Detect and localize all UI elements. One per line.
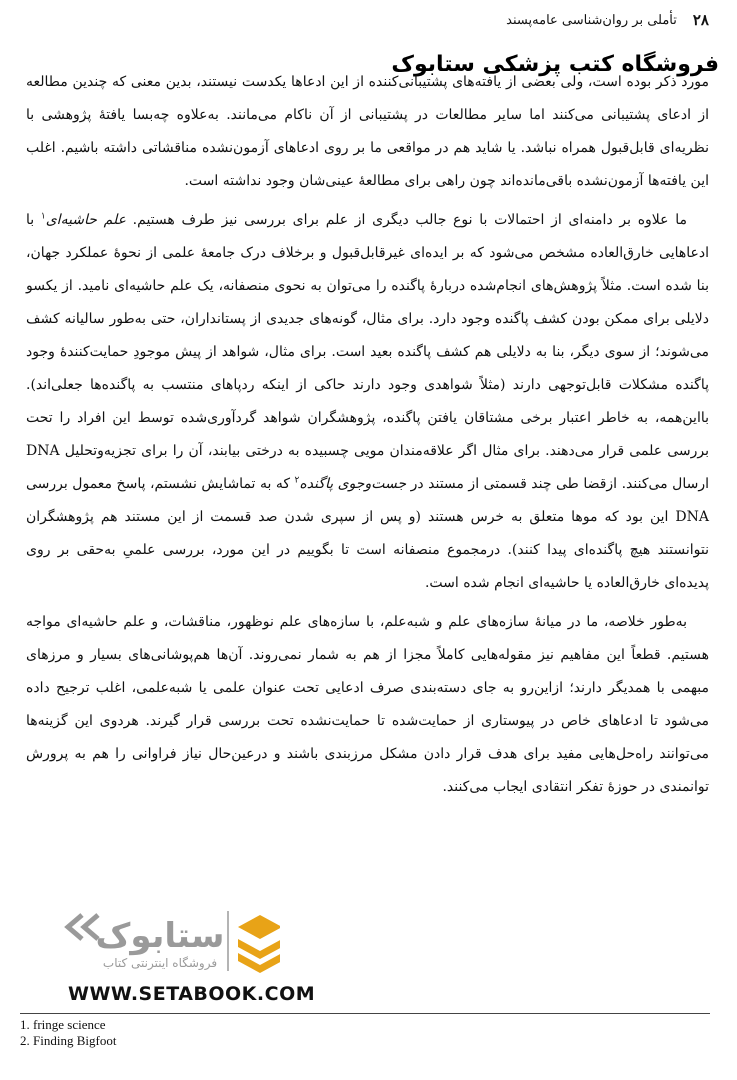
watermark bbox=[48, 905, 378, 1005]
italic-term: علم حاشیه‌ای bbox=[45, 212, 126, 228]
logo-arrow-1 bbox=[68, 915, 82, 939]
text-run: به‌طور خلاصه، ما در میانهٔ سازه‌های علم و شبه‌علم، با سازه‌های علم نوظهور، مناقشات، و علم حاشیه‌ای مواجه هستیم. قطعاً این مفاهیم نیز مقوله‌هایی کاملاً مجزا از هم به شمار نمی‌روند. آن‌ها هم‌پوشانی‌های بسیار و مرزهای مبهمی با همدیگر دارند؛ ازاین‌رو به جای دسته‌بندی صرف ادعایی تحت عنوان علمی یا شبه‌علمی، اغلب ترجیح داده می‌شود تا ادعاهای خاص در پیوستاری از حمایت‌شده تا حمایت‌نشده تحت بررسی قرار گیرند. هردوی این گزینه‌ها می‌توانند راه‌حل‌هایی مفید برای هدف قرار دادن مشکل مرزبندی باشند و درعین‌حال نیاز فراوانی را هم به پرورش توانمندی در حوزهٔ تفکر انتقادی ایجاب می‌کنند. bbox=[26, 614, 709, 795]
body-text bbox=[26, 66, 709, 804]
logo-tagline: فروشگاه اینترنتی کتاب bbox=[102, 956, 218, 970]
running-title: تأملی بر روان‌شناسی عامه‌پسند bbox=[506, 12, 677, 28]
text-run: با ادعاهایی خارق‌العاده مشخص می‌شود که بر ایده‌ای غیرقابل‌قبول و برخلاف درک جامعهٔ علمی از نحوهٔ عملکرد جهان، بنا شده است. مثلاً پژوهش‌های انجام‌شده دربارهٔ پاگنده را می‌توان به نحوی منصفانه، یک علم حاشیه‌ای نامید. از یکسو دلایلی برای ممکن بودن کشف پاگنده وجود دارد. برای مثال، گونه‌های جدیدی از پستانداران، حتی به‌طور سالیانه کشف می‌شوند؛ از سوی دیگر، بنا به دلایلی هم کشف پاگنده بعید است. برای مثال، شواهد از پیش موجودِ حمایت‌کنندهٔ وجود پاگنده مشکلات قابل‌توجهی دارند (مثلاً شواهدی وجود دارند حاکی از اینکه ردپاهای منتسب به پاگنده‌ها جعلی‌اند). بااین‌همه، به خاطر اعتبار برخی مشتاقان یافتن پاگنده، پژوهشگران شواهد گردآوری‌شده توسط این افراد را تحت بررسی علمی قرار می‌دهند. برای مثال اگر علاقه‌مندان مویی چسبیده به درختی بیابند، آن را برای تجزیه‌وتحلیل DNA ارسال می‌کنند. ازقضا طی چند قسمتی از مستند در bbox=[26, 212, 709, 492]
text-run: که به تماشایش نشستم، پاسخ معمول بررسی DNA این بود که موها متعلق به خرس هستند (و پس از سپری شدن صد قسمت از این مستند هم پژوهشگران نتوانستند هیچ پاگنده‌ای پیدا کنند). درمجموع منصفانه است تا بگوییم در این مورد، بررسی علمیِ به‌حقی بر روی پدیده‌ای خارق‌العاده یا حاشیه‌ای انجام شده است. bbox=[26, 476, 709, 591]
footnote-1: 1. fringe science bbox=[20, 1017, 106, 1032]
footnote-rule bbox=[20, 1013, 710, 1014]
footnote-2: 2. Finding Bigfoot bbox=[20, 1033, 117, 1048]
page-number: ۲۸ bbox=[692, 11, 709, 29]
paragraph bbox=[26, 606, 709, 804]
paragraph bbox=[26, 66, 709, 198]
logo-chevron-top bbox=[238, 915, 280, 939]
logo-chevron-mid bbox=[238, 939, 280, 959]
watermark-url: WWW.SETABOOK.COM bbox=[68, 983, 316, 1005]
logo-wordmark: ستابوک bbox=[95, 916, 225, 956]
footnote-ref: ۱ bbox=[40, 211, 46, 222]
text-run: مورد ذکر بوده است، ولی بعضی از یافته‌های پشتیبانی‌کننده از این ادعاها یکدست نیستند، بدین معنی که چندین مطالعه از ادعای پشتیبانی می‌کنند اما سایر مطالعات در پشتیبانی از آن ناکام می‌مانند. به‌علاوه چه‌بسا یافتهٔ پژوهشی با نظریه‌ای قابل‌قبول همراه نباشد. یا شاید هم در مواقعی ما بر روی ادعاهای آزمون‌نشده مناقشاتی داشته باشیم. اغلب این یافته‌ها آزمون‌نشده باقی‌مانده‌اند چون راهی برای مطالعهٔ عینی‌شان وجود نداشته است. bbox=[26, 74, 709, 189]
setabook-logo bbox=[60, 905, 280, 975]
italic-term: جست‌وجوی پاگنده bbox=[299, 476, 407, 492]
paragraph bbox=[26, 204, 709, 600]
text-run: ما علاوه بر دامنه‌ای از احتمالات با نوع جالب دیگری از علم برای بررسی نیز طرف هستیم. bbox=[125, 212, 687, 228]
footnotes bbox=[20, 1017, 116, 1049]
footnote-ref: ۲ bbox=[294, 475, 300, 486]
store-stamp: فروشگاه کتب پزشکی ستابوک bbox=[391, 52, 719, 77]
page-header bbox=[28, 8, 709, 32]
